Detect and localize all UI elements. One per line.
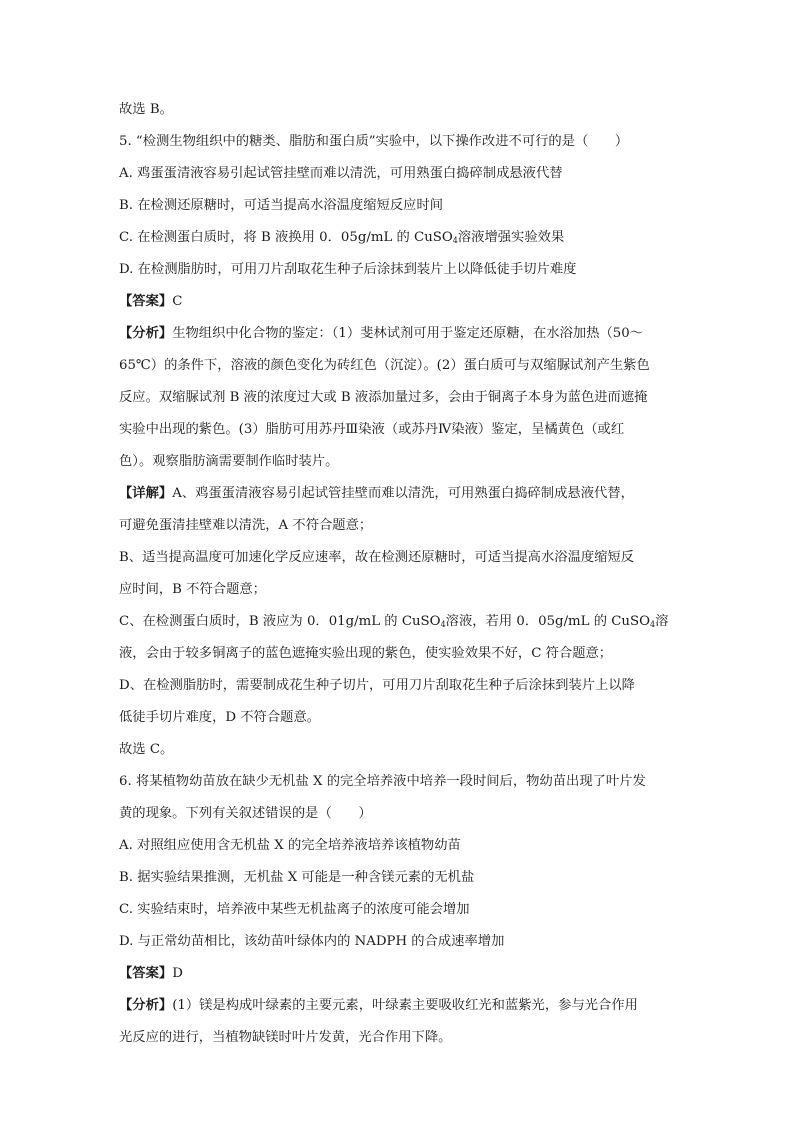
q5-option-c-text: C. 在检测蛋白质时，将 B 液换用 0．05g/mL 的 CuSO bbox=[119, 230, 453, 245]
q5-answer bbox=[119, 292, 182, 312]
q5-detail-5-c: 溶 bbox=[655, 614, 669, 629]
q5-detail-5-b: 溶液，若用 0．05g/mL 的 CuSO bbox=[445, 614, 650, 629]
q5-analysis-line-3: 反应。双缩脲试剂 B 液的浓度过大或 B 液添加量过多，会由于铜离子本身为蓝色进而遮掩 bbox=[119, 390, 648, 405]
q5-conclusion: 故选 C。 bbox=[119, 742, 174, 757]
q5-answer-value: C bbox=[172, 294, 183, 309]
q6-stem-line-1: 6. 将某植物幼苗放在缺少无机盐 X 的完全培养液中培养一段时间后，物幼苗出现了叶片发 bbox=[119, 774, 646, 789]
q6-option-a: A. 对照组应使用含无机盐 X 的完全培养液培养该植物幼苗 bbox=[119, 838, 461, 853]
q4-conclusion: 故选 B。 bbox=[119, 102, 173, 117]
q5-analysis-line-2: 65℃）的条件下，溶液的颜色变化为砖红色（沉淀）。(2）蛋白质可与双缩脲试剂产生紫色 bbox=[119, 358, 650, 373]
q5-detail-line-4: 应时间，B 不符合题意； bbox=[119, 582, 266, 597]
q5-detail-line-1 bbox=[119, 484, 634, 504]
q6-answer-tag: 【答案】 bbox=[119, 966, 173, 981]
q5-answer-tag: 【答案】 bbox=[119, 294, 173, 309]
q5-detail-text-1: A、鸡蛋蛋清液容易引起试管挂壁而难以清洗，可用熟蛋白捣碎制成悬液代替， bbox=[172, 486, 634, 501]
q5-option-c-text-end: 溶液增强实验效果 bbox=[457, 230, 565, 245]
q5-detail-line-2: 可避免蛋清挂壁难以清洗，A 不符合题意； bbox=[119, 518, 373, 533]
q5-detail-tag: 【详解】 bbox=[119, 486, 173, 501]
q5-analysis-tag: 【分析】 bbox=[119, 326, 173, 341]
q5-analysis-line-4: 实验中出现的紫色。(3）脂肪可用苏丹Ⅲ染液（或苏丹Ⅳ染液）鉴定，呈橘黄色（或红 bbox=[119, 422, 625, 437]
q5-detail-5-sub-1: 4 bbox=[440, 620, 446, 629]
q6-option-b: B. 据实验结果推测，无机盐 X 可能是一种含镁元素的无机盐 bbox=[119, 870, 475, 885]
q5-detail-line-6: 液，会由于较多铜离子的蓝色遮掩实验出现的紫色，使实验效果不好，C 符合题意； bbox=[119, 646, 613, 661]
q5-stem: 5. “检测生物组织中的糖类、脂肪和蛋白质”实验中，以下操作改进不可行的是（ ） bbox=[119, 134, 629, 149]
q5-option-d: D. 在检测脂肪时，可用刀片刮取花生种子后涂抹到装片上以降低徒手切片难度 bbox=[119, 262, 577, 277]
q5-analysis-line-5: 色）。观察脂肪滴需要制作临时装片。 bbox=[119, 454, 339, 469]
q5-option-a: A. 鸡蛋蛋清液容易引起试管挂壁而难以清洗，可用熟蛋白捣碎制成悬液代替 bbox=[119, 166, 563, 181]
q6-answer-value: D bbox=[172, 966, 183, 981]
q6-analysis-text-1: (1）镁是构成叶绿素的主要元素，叶绿素主要吸收红光和蓝紫光，参与光合作用 bbox=[172, 998, 638, 1013]
q6-analysis-line-1 bbox=[119, 996, 638, 1016]
q6-analysis-tag: 【分析】 bbox=[119, 998, 173, 1013]
q6-analysis-line-2: 光反应的进行，当植物缺镁时叶片发黄，光合作用下降。 bbox=[119, 1030, 452, 1045]
q5-option-c bbox=[119, 228, 564, 248]
q5-option-b: B. 在检测还原糖时，可适当提高水浴温度缩短反应时间 bbox=[119, 198, 444, 213]
q6-option-c: C. 实验结束时，培养液中某些无机盐离子的浓度可能会增加 bbox=[119, 902, 470, 917]
q5-detail-line-8: 低徒手切片难度，D 不符合题意。 bbox=[119, 710, 321, 725]
q5-analysis-line-1 bbox=[119, 324, 643, 344]
q6-option-d: D. 与正常幼苗相比，该幼苗叶绿体内的 NADPH 的合成速率增加 bbox=[119, 934, 505, 949]
q5-detail-line-5 bbox=[119, 612, 668, 632]
q5-analysis-text-1: 生物组织中化合物的鉴定：（1）斐林试剂可用于鉴定还原糖，在水浴加热（50～ bbox=[172, 326, 644, 341]
q5-option-c-subscript: 4 bbox=[452, 236, 458, 245]
q6-answer bbox=[119, 964, 183, 984]
q5-detail-line-3: B、适当提高温度可加速化学反应速率，故在检测还原糖时，可适当提高水浴温度缩短反 bbox=[119, 550, 635, 565]
q6-stem-line-2: 黄的现象。下列有关叙述错误的是（ ） bbox=[119, 806, 372, 821]
q5-detail-5-a: C、在检测蛋白质时，B 液应为 0．01g/mL 的 CuSO bbox=[119, 614, 441, 629]
q5-detail-5-sub-2: 4 bbox=[650, 620, 656, 629]
q5-detail-line-7: D、在检测脂肪时，需要制成花生种子切片，可用刀片刮取花生种子后涂抹到装片上以降 bbox=[119, 678, 635, 693]
